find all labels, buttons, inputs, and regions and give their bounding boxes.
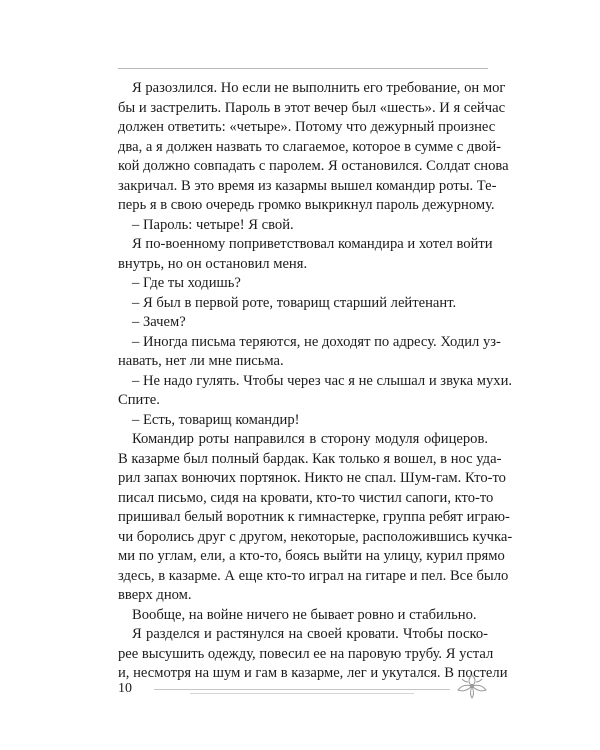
footer-rule bbox=[154, 689, 450, 690]
paragraph bbox=[118, 372, 513, 411]
text-line: два, а я должен назвать то слагаемое, которое в сумме с двой- bbox=[118, 138, 502, 155]
page-number: 10 bbox=[118, 681, 132, 696]
text-line: Командир роты направился в сторону модуля офицеров. bbox=[132, 431, 488, 447]
text-line: В казарме был полный бардак. Как только я вошел, в нос уда- bbox=[118, 450, 502, 467]
text-line: Спите. bbox=[118, 392, 160, 408]
text-line: – Иногда письма теряются, не доходят по адресу. Ходил уз- bbox=[132, 333, 501, 350]
text-line: бы и застрелить. Пароль в этот вечер был «шесть». И я сейчас bbox=[118, 99, 506, 116]
paragraph bbox=[118, 625, 508, 684]
paragraph bbox=[118, 411, 488, 431]
text-line: – Есть, товарищ командир! bbox=[132, 411, 300, 428]
text-line: и, несмотря на шум и гам в казарме, лег и укутался. В постели bbox=[118, 665, 508, 681]
header-rule bbox=[118, 68, 488, 69]
text-line: Я по-военному поприветствовал командира и хотел войти bbox=[132, 236, 493, 252]
text-line: ми по углам, ели, а кто-то, боясь выйти на улицу, курил прямо bbox=[118, 548, 505, 564]
text-line: внутрь, но он остановил меня. bbox=[118, 255, 308, 272]
text-line: закричал. В это время из казармы вышел командир роты. Те- bbox=[118, 177, 497, 194]
text-line: писал письмо, сидя на кровати, кто-то чистил сапоги, кто-то bbox=[118, 489, 494, 506]
body-text bbox=[118, 79, 513, 684]
text-line: Я разозлился. Но если не выполнить его требование, он мог bbox=[132, 80, 506, 96]
text-line: – Пароль: четыре! Я свой. bbox=[132, 216, 294, 233]
text-line: – Где ты ходишь? bbox=[132, 275, 241, 291]
text-line: кой должно совпадать с паролем. Я остановился. Солдат снова bbox=[118, 158, 509, 174]
text-line: чи боролись друг с другом, некоторые, расположившись кучка- bbox=[118, 528, 513, 545]
floral-ornament-icon bbox=[454, 671, 490, 701]
text-line: – Не надо гулять. Чтобы через час я не слышал и звука мухи. bbox=[132, 372, 513, 389]
paragraph bbox=[118, 294, 488, 314]
text-line: здесь, в казарме. А еще кто-то играл на гитаре и пел. Все было bbox=[118, 567, 509, 584]
text-line: – Я был в первой роте, товарищ старший лейтенант. bbox=[132, 294, 457, 311]
paragraph bbox=[118, 313, 488, 333]
text-line: должен ответить: «четыре». Потому что дежурный произнес bbox=[118, 119, 496, 135]
text-line: рил запах вонючих портянок. Никто не спал. Шум-гам. Кто-то bbox=[118, 470, 506, 486]
paragraph bbox=[118, 216, 488, 236]
paragraph bbox=[118, 606, 488, 626]
text-line: Вообще, на войне ничего не бывает ровно и стабильно. bbox=[132, 606, 477, 623]
text-line: пришивал белый воротник к гимнастерке, группа ребят играю- bbox=[118, 509, 510, 525]
text-line: Я разделся и растянулся на своей кровати. Чтобы поско- bbox=[132, 626, 488, 642]
text-line: навать, нет ли мне письма. bbox=[118, 353, 284, 369]
paragraph bbox=[118, 274, 488, 294]
text-line: – Зачем? bbox=[132, 314, 186, 330]
text-line: перь я в свою очередь громко выкрикнул пароль дежурному. bbox=[118, 197, 495, 213]
paragraph bbox=[118, 430, 513, 606]
paragraph bbox=[118, 235, 493, 274]
paragraph bbox=[118, 79, 509, 216]
paragraph bbox=[118, 333, 501, 372]
page-footer bbox=[118, 679, 490, 705]
text-line: вверх дном. bbox=[118, 587, 192, 603]
footer-rule-inner bbox=[190, 693, 414, 694]
text-line: рее высушить одежду, повесил ее на паровую трубу. Я устал bbox=[118, 645, 494, 662]
